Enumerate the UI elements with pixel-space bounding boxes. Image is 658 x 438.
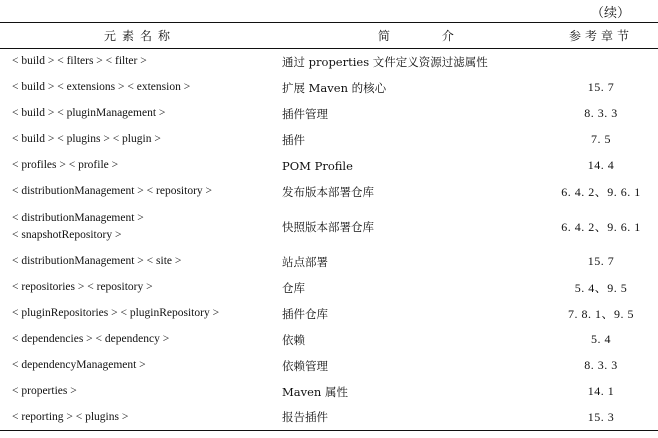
reference-section-cell: 7. 5 [591,132,611,146]
reference-section-cell: 14. 1 [587,384,615,398]
table-row [0,379,658,405]
element-name-cell [0,179,280,205]
header-description: 简 介 [280,23,544,49]
reference-section-cell: 6. 4. 2、9. 6. 1 [561,220,641,234]
description-cell: 插件管理 [282,106,328,121]
description-cell: 通过 properties 文件定义资源过滤属性 [282,54,488,69]
element-name-cell [0,275,280,301]
description-cell: Maven 属性 [282,384,348,399]
element-name-cell [0,101,280,127]
continued-label: （续） [590,6,630,21]
table-row [0,405,658,431]
reference-section-cell: 8. 3. 3 [584,358,618,372]
element-name-cell [0,327,280,353]
reference-section-cell: 8. 3. 3 [584,106,618,120]
table-row [0,301,658,327]
element-name-text: < repositories > < repository > [12,281,153,293]
element-name-text: < build > < pluginManagement > [12,107,166,119]
element-name-cell [0,49,280,75]
reference-section-cell: 5. 4、9. 5 [574,281,628,295]
element-name-text: < distributionManagement > [12,211,144,224]
description-cell: 站点部署 [282,254,328,269]
element-name-text: < properties > [12,385,77,397]
table-row [0,353,658,379]
description-cell: 插件仓库 [282,306,328,321]
element-name-cell [0,379,280,405]
description-cell: POM Profile [282,158,353,173]
reference-section-cell: 6. 4. 2、9. 6. 1 [561,185,641,199]
description-cell: 发布版本部署仓库 [282,184,374,199]
table-body [0,49,658,431]
reference-section-cell: 15. 7 [587,80,615,94]
table-row [0,275,658,301]
element-name-text: < distributionManagement > < site > [12,255,182,267]
element-name-text: < build > < filters > < filter > [12,55,147,68]
description-cell: 报告插件 [280,405,544,431]
table-row [0,127,658,153]
element-name-text: < snapshotRepository > [12,228,122,241]
element-name-text: < build > < extensions > < extension > [12,81,191,93]
element-name-cell [0,301,280,327]
table-header-row [0,23,658,49]
table-row [0,101,658,127]
description-cell: 快照版本部署仓库 [282,219,374,234]
element-name-cell [0,405,280,431]
reference-section-cell: 15. 7 [587,254,615,268]
description-cell: 依赖管理 [282,358,328,373]
pom-elements-table [0,22,658,431]
table-row [0,75,658,101]
table-row [0,153,658,179]
element-name-cell [0,353,280,379]
element-name-cell [0,127,280,153]
element-name-cell [0,153,280,179]
element-name-text: < build > < plugins > < plugin > [12,133,161,145]
header-reference-section: 参考章节 [544,23,658,49]
element-name-text: < reporting > < plugins > [12,410,129,423]
table-row [0,179,658,205]
element-name-text: < pluginRepositories > < pluginRepository > [12,307,220,319]
description-cell: 仓库 [282,280,305,295]
description-cell: 扩展 Maven 的核心 [282,80,387,95]
element-name-cell [0,75,280,101]
table-row [0,49,658,75]
table-row [0,205,658,249]
element-name-text: < dependencyManagement > [12,359,146,371]
header-element-name: 元素名称 [0,23,280,49]
element-name-cell [0,205,280,249]
element-name-text: < distributionManagement > < repository > [12,185,213,197]
reference-section-cell: 5. 4 [591,332,611,346]
element-name-cell [0,249,280,275]
table-row [0,327,658,353]
reference-section-cell [544,49,658,75]
element-name-text: < dependencies > < dependency > [12,333,170,345]
reference-section-cell: 15. 3 [544,405,658,431]
table-row [0,249,658,275]
description-cell: 依赖 [282,332,305,347]
description-cell: 插件 [282,132,305,147]
element-name-text: < profiles > < profile > [12,159,119,171]
reference-section-cell: 14. 4 [587,158,615,172]
reference-section-cell: 7. 8. 1、9. 5 [567,307,634,321]
